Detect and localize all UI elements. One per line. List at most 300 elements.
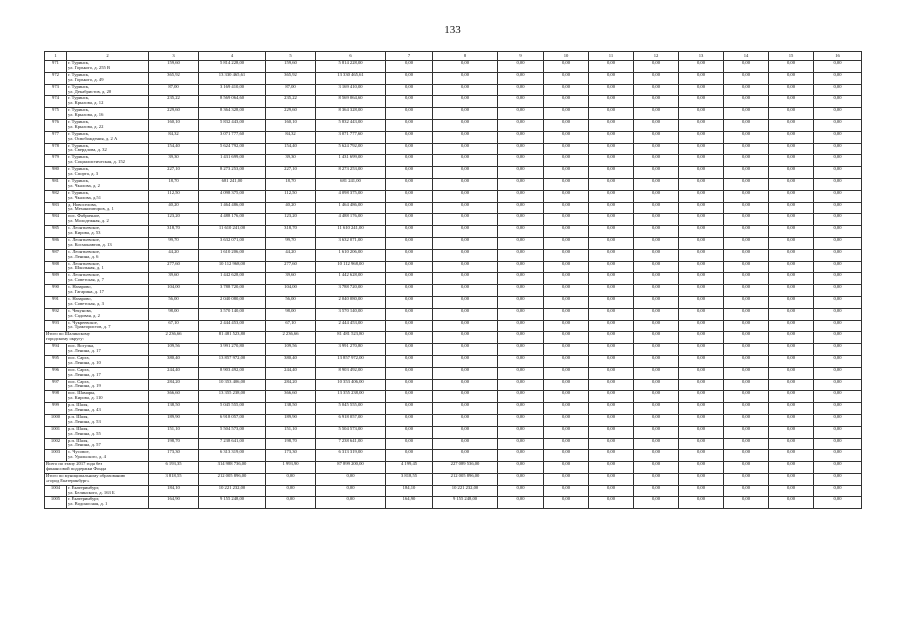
value-cell: 0,00 — [386, 355, 433, 367]
row-number: 999 — [45, 403, 67, 415]
value-cell: 0,00 — [266, 473, 316, 485]
value-cell: 681 241,00 — [316, 178, 386, 190]
value-cell: 0,00 — [498, 261, 544, 273]
value-cell: 0,00 — [814, 285, 862, 297]
value-cell: 0,00 — [634, 190, 679, 202]
value-cell: 0,00 — [634, 178, 679, 190]
total-row — [45, 462, 862, 474]
value-cell: 1 610 206,00 — [199, 249, 266, 261]
value-cell: 0,00 — [769, 226, 814, 238]
value-cell: 0,00 — [769, 84, 814, 96]
row-number: 971 — [45, 61, 67, 73]
value-cell: 0,00 — [433, 131, 498, 143]
total-label-line: финансовой поддержки Фонда — [46, 466, 107, 471]
value-cell: 6 918 057,00 — [199, 414, 266, 426]
value-cell: 138,50 — [149, 403, 199, 415]
address-cell — [67, 355, 149, 367]
value-cell: 0,00 — [498, 214, 544, 226]
value-cell: 365,92 — [266, 72, 316, 84]
value-cell: 0,00 — [589, 473, 634, 485]
value-cell: 0,00 — [724, 143, 769, 155]
value-cell: 5 832 443,00 — [316, 119, 386, 131]
value-cell: 84,32 — [149, 131, 199, 143]
value-cell: 0,00 — [679, 450, 724, 462]
value-cell: 0,00 — [634, 202, 679, 214]
value-cell: 0,00 — [814, 320, 862, 332]
value-cell: 0,00 — [679, 462, 724, 474]
value-cell: 0,00 — [544, 214, 589, 226]
table-row — [45, 72, 862, 84]
value-cell: 0,00 — [498, 178, 544, 190]
table-row — [45, 190, 862, 202]
value-cell: 8 569 064,60 — [199, 96, 266, 108]
value-cell: 0,00 — [814, 403, 862, 415]
address-cell — [67, 202, 149, 214]
value-cell: 0,00 — [814, 462, 862, 474]
value-cell: 189,90 — [149, 414, 199, 426]
value-cell: 7 238 641,00 — [316, 438, 386, 450]
value-cell: 0,00 — [634, 426, 679, 438]
total-row — [45, 332, 862, 344]
value-cell: 0,00 — [433, 273, 498, 285]
value-cell: 0,00 — [544, 131, 589, 143]
value-cell: 8 273 253,00 — [199, 167, 266, 179]
value-cell: 0,00 — [544, 462, 589, 474]
value-cell: 0,00 — [386, 84, 433, 96]
value-cell: 0,00 — [544, 391, 589, 403]
value-cell: 56,00 — [266, 296, 316, 308]
value-cell: 0,00 — [544, 167, 589, 179]
value-cell: 0,00 — [433, 119, 498, 131]
value-cell: 0,00 — [769, 414, 814, 426]
value-cell: 0,00 — [724, 391, 769, 403]
value-cell: 99,70 — [266, 237, 316, 249]
value-cell: 0,00 — [386, 367, 433, 379]
value-cell: 0,00 — [724, 202, 769, 214]
table-row — [45, 84, 862, 96]
value-cell: 13 857 972,00 — [199, 355, 266, 367]
value-cell: 198,70 — [149, 438, 199, 450]
value-cell: 0,00 — [679, 249, 724, 261]
value-cell: 0,00 — [814, 473, 862, 485]
value-cell: 2 236,66 — [266, 332, 316, 344]
value-cell: 0,00 — [814, 178, 862, 190]
value-cell: 0,00 — [634, 155, 679, 167]
value-cell: 0,00 — [498, 355, 544, 367]
value-cell: 67,10 — [266, 320, 316, 332]
value-cell: 6 193,35 — [149, 462, 199, 474]
value-cell: 0,00 — [433, 438, 498, 450]
value-cell: 0,00 — [814, 214, 862, 226]
row-number: 979 — [45, 155, 67, 167]
value-cell: 0,00 — [386, 214, 433, 226]
address-cell — [67, 84, 149, 96]
value-cell: 0,00 — [386, 261, 433, 273]
value-cell: 0,00 — [634, 332, 679, 344]
value-cell: 0,00 — [433, 403, 498, 415]
address-line: с. Леонтьевское, — [68, 261, 101, 266]
address-cell — [67, 155, 149, 167]
address-line: ул. Белинского, д. 163 Б — [68, 489, 115, 495]
address-line: ул. Молодежная, д. 2 — [68, 218, 109, 224]
value-cell: 40,20 — [266, 202, 316, 214]
table-row — [45, 379, 862, 391]
address-line: пос. Шамары, — [68, 390, 96, 396]
value-cell: 0,00 — [433, 261, 498, 273]
row-number: 977 — [45, 131, 67, 143]
table-row — [45, 296, 862, 308]
address-line: ул. Чкалова, д. 2 — [68, 182, 100, 188]
address-line: с. Леонтьевское, — [68, 225, 101, 231]
value-cell: 0,00 — [498, 96, 544, 108]
value-cell: 0,00 — [433, 249, 498, 261]
value-cell: 0,00 — [724, 178, 769, 190]
value-cell: 0,00 — [769, 261, 814, 273]
value-cell: 0,00 — [634, 438, 679, 450]
row-number: 987 — [45, 249, 67, 261]
value-cell: 227,10 — [149, 167, 199, 179]
value-cell: 5 832 443,00 — [199, 119, 266, 131]
value-cell: 0,00 — [634, 108, 679, 120]
value-cell: 0,00 — [634, 355, 679, 367]
value-cell: 0,00 — [544, 403, 589, 415]
row-number: 1001 — [45, 426, 67, 438]
value-cell: 0,00 — [498, 367, 544, 379]
value-cell: 0,00 — [498, 426, 544, 438]
address-cell — [67, 108, 149, 120]
address-cell — [67, 61, 149, 73]
value-cell: 1 464 486,00 — [316, 202, 386, 214]
address-line: с. Леонтьевское, — [68, 272, 101, 278]
value-cell: 0,00 — [679, 273, 724, 285]
value-cell: 5 504 573,00 — [316, 426, 386, 438]
address-line: г. Туринск, — [68, 178, 90, 183]
row-number: 991 — [45, 296, 67, 308]
value-cell: 0,00 — [724, 72, 769, 84]
value-cell: 3 071 777,60 — [316, 131, 386, 143]
value-cell: 151,10 — [149, 426, 199, 438]
value-cell: 0,00 — [679, 72, 724, 84]
value-cell: 0,00 — [724, 450, 769, 462]
value-cell: 0,00 — [634, 367, 679, 379]
value-cell: 0,00 — [814, 332, 862, 344]
row-number: 995 — [45, 355, 67, 367]
value-cell: 81 481 523,80 — [199, 332, 266, 344]
value-cell: 0,00 — [316, 473, 386, 485]
address-cell — [67, 367, 149, 379]
value-cell: 6 918 057,00 — [316, 414, 386, 426]
value-cell: 227 089 536,00 — [433, 462, 498, 474]
value-cell: 0,00 — [724, 214, 769, 226]
value-cell: 0,00 — [433, 426, 498, 438]
value-cell: 8 273 253,00 — [316, 167, 386, 179]
value-cell: 0,00 — [433, 237, 498, 249]
column-header: 9 — [498, 52, 544, 61]
value-cell: 10 112 968,00 — [316, 261, 386, 273]
value-cell: 0,00 — [724, 273, 769, 285]
row-number: 998 — [45, 391, 67, 403]
value-cell: 0,00 — [386, 285, 433, 297]
value-cell: 0,00 — [814, 497, 862, 509]
value-cell: 0,00 — [724, 190, 769, 202]
value-cell: 0,00 — [769, 167, 814, 179]
value-cell: 138,50 — [266, 403, 316, 415]
value-cell: 0,00 — [589, 108, 634, 120]
value-cell: 0,00 — [544, 414, 589, 426]
value-cell: 3 991 270,80 — [199, 344, 266, 356]
value-cell: 5 624 792,00 — [199, 143, 266, 155]
value-cell: 0,00 — [386, 237, 433, 249]
value-cell: 3 169 410,00 — [199, 84, 266, 96]
value-cell: 39,60 — [266, 273, 316, 285]
value-cell: 0,00 — [769, 273, 814, 285]
value-cell: 0,00 — [433, 96, 498, 108]
row-number: 992 — [45, 308, 67, 320]
value-cell: 0,00 — [386, 72, 433, 84]
value-cell: 0,00 — [589, 61, 634, 73]
value-cell: 109,56 — [266, 344, 316, 356]
row-number: 972 — [45, 72, 67, 84]
value-cell: 0,00 — [498, 190, 544, 202]
value-cell: 0,00 — [679, 414, 724, 426]
value-cell: 10 353 406,00 — [316, 379, 386, 391]
value-cell: 0,00 — [544, 426, 589, 438]
value-cell: 0,00 — [814, 308, 862, 320]
row-number: 983 — [45, 202, 67, 214]
value-cell: 5 814 228,00 — [316, 61, 386, 73]
address-line: ул. Ленина, д. 57 — [68, 442, 101, 448]
value-cell: 0,00 — [589, 273, 634, 285]
value-cell: 160,10 — [149, 119, 199, 131]
value-cell: 681 241,00 — [199, 178, 266, 190]
value-cell: 0,00 — [544, 473, 589, 485]
table-row — [45, 237, 862, 249]
value-cell: 0,00 — [814, 131, 862, 143]
value-cell: 0,00 — [724, 367, 769, 379]
value-cell: 0,00 — [316, 485, 386, 497]
value-cell: 0,00 — [679, 426, 724, 438]
address-cell — [67, 450, 149, 462]
value-cell: 0,00 — [589, 403, 634, 415]
value-cell: 2 040 080,00 — [199, 296, 266, 308]
value-cell: 0,00 — [589, 296, 634, 308]
value-cell: 0,00 — [386, 190, 433, 202]
value-cell: 0,00 — [544, 96, 589, 108]
address-line: ул. Декабристов, д. 20 — [68, 88, 112, 94]
value-cell: 0,00 — [386, 61, 433, 73]
table-row — [45, 344, 862, 356]
value-cell: 6 313 319,00 — [316, 450, 386, 462]
value-cell: 151,10 — [266, 426, 316, 438]
value-cell: 0,00 — [316, 497, 386, 509]
address-line: пос. Сарга, — [68, 355, 90, 360]
value-cell: 8 569 064,60 — [316, 96, 386, 108]
address-line: с. Чукреевское, — [68, 320, 98, 325]
value-cell: 8 364 328,00 — [316, 108, 386, 120]
value-cell: 0,00 — [814, 155, 862, 167]
value-cell: 0,00 — [814, 426, 862, 438]
address-cell — [67, 285, 149, 297]
value-cell: 0,00 — [814, 143, 862, 155]
value-cell: 212 005 896,00 — [433, 473, 498, 485]
value-cell: 0,00 — [724, 344, 769, 356]
value-cell: 0,00 — [769, 61, 814, 73]
value-cell: 0,00 — [498, 119, 544, 131]
value-cell: 5 504 573,00 — [199, 426, 266, 438]
value-cell: 318,70 — [149, 226, 199, 238]
value-cell: 0,00 — [386, 143, 433, 155]
value-cell: 0,00 — [724, 167, 769, 179]
value-cell: 0,00 — [544, 261, 589, 273]
address-cell — [67, 249, 149, 261]
table-row — [45, 391, 862, 403]
value-cell: 314 988 736,00 — [199, 462, 266, 474]
value-cell: 0,00 — [814, 344, 862, 356]
address-cell — [67, 414, 149, 426]
value-cell: 6 313 319,00 — [199, 450, 266, 462]
value-cell: 0,00 — [769, 202, 814, 214]
address-line: пос. Сарга, — [68, 367, 90, 372]
value-cell: 0,00 — [498, 379, 544, 391]
row-number: 997 — [45, 379, 67, 391]
value-cell: 1 610 206,00 — [316, 249, 386, 261]
value-cell: 0,00 — [814, 261, 862, 273]
value-cell: 0,00 — [433, 285, 498, 297]
value-cell: 123,20 — [149, 214, 199, 226]
value-cell: 18,70 — [149, 178, 199, 190]
address-line: д. Новоселова, — [68, 202, 97, 207]
table-row — [45, 485, 862, 497]
value-cell: 0,00 — [814, 96, 862, 108]
value-cell: 11 610 241,00 — [316, 226, 386, 238]
value-cell: 0,00 — [589, 426, 634, 438]
row-number: 990 — [45, 285, 67, 297]
value-cell: 3 788 720,00 — [316, 285, 386, 297]
value-cell: 0,00 — [433, 214, 498, 226]
value-cell: 0,00 — [386, 226, 433, 238]
value-cell: 0,00 — [679, 320, 724, 332]
column-header: 2 — [67, 52, 149, 61]
value-cell: 0,00 — [386, 450, 433, 462]
row-number: 1003 — [45, 450, 67, 462]
address-cell — [67, 131, 149, 143]
address-line: г. Туринск, — [68, 72, 90, 77]
value-cell: 0,00 — [634, 143, 679, 155]
value-cell: 227,10 — [266, 167, 316, 179]
address-cell — [67, 96, 149, 108]
value-cell: 0,00 — [544, 249, 589, 261]
value-cell: 0,00 — [433, 167, 498, 179]
value-cell: 0,00 — [769, 190, 814, 202]
address-cell — [67, 273, 149, 285]
address-cell — [67, 72, 149, 84]
value-cell: 2 040 080,00 — [316, 296, 386, 308]
value-cell: 0,00 — [724, 462, 769, 474]
total-label — [45, 332, 149, 344]
address-line: г. Туринск, — [68, 119, 90, 124]
value-cell: 13 330 465,61 — [316, 72, 386, 84]
address-line: ул. Уральского, д. 4 — [68, 454, 106, 460]
column-header: 16 — [814, 52, 862, 61]
value-cell: 0,00 — [769, 285, 814, 297]
column-header: 5 — [266, 52, 316, 61]
value-cell: 0,00 — [498, 108, 544, 120]
address-line: ул. Ленина, д. 6 — [68, 253, 99, 259]
value-cell: 0,00 — [634, 462, 679, 474]
column-header: 4 — [199, 52, 266, 61]
value-cell: 0,00 — [498, 285, 544, 297]
value-cell: 0,00 — [433, 344, 498, 356]
value-cell: 99,70 — [149, 237, 199, 249]
value-cell: 4 199,45 — [386, 462, 433, 474]
value-cell: 154,40 — [149, 143, 199, 155]
value-cell: 0,00 — [724, 308, 769, 320]
value-cell: 0,00 — [386, 438, 433, 450]
value-cell: 0,00 — [589, 367, 634, 379]
address-line: ул. Крылова, д. 22 — [68, 123, 104, 129]
value-cell: 0,00 — [634, 450, 679, 462]
row-number: 1000 — [45, 414, 67, 426]
column-header: 15 — [769, 52, 814, 61]
row-number: 974 — [45, 96, 67, 108]
value-cell: 0,00 — [589, 485, 634, 497]
value-cell: 0,00 — [544, 485, 589, 497]
value-cell: 0,00 — [498, 61, 544, 73]
address-line: ул. Ленина, д. 17 — [68, 348, 101, 354]
value-cell: 0,00 — [589, 462, 634, 474]
value-cell: 0,00 — [589, 190, 634, 202]
address-line: с. Назарово, — [68, 284, 92, 290]
row-number: 988 — [45, 261, 67, 273]
value-cell: 0,00 — [433, 450, 498, 462]
value-cell: 0,00 — [433, 143, 498, 155]
value-cell: 11 610 241,00 — [199, 226, 266, 238]
value-cell: 0,00 — [634, 473, 679, 485]
row-number: 994 — [45, 344, 67, 356]
value-cell: 0,00 — [498, 462, 544, 474]
value-cell: 212 005 896,00 — [199, 473, 266, 485]
value-cell: 0,00 — [769, 214, 814, 226]
value-cell: 0,00 — [814, 391, 862, 403]
column-header: 13 — [679, 52, 724, 61]
value-cell: 123,20 — [266, 214, 316, 226]
row-number: 981 — [45, 178, 67, 190]
value-cell: 4 488 176,00 — [199, 214, 266, 226]
value-cell: 0,00 — [544, 72, 589, 84]
address-cell — [67, 178, 149, 190]
value-cell: 104,00 — [149, 285, 199, 297]
value-cell: 0,00 — [814, 414, 862, 426]
value-cell: 0,00 — [724, 320, 769, 332]
value-cell: 0,00 — [498, 226, 544, 238]
value-cell: 0,00 — [634, 261, 679, 273]
value-cell: 0,00 — [769, 143, 814, 155]
row-number: 980 — [45, 167, 67, 179]
value-cell: 0,00 — [498, 155, 544, 167]
value-cell: 1 431 699,00 — [199, 155, 266, 167]
value-cell: 0,00 — [386, 426, 433, 438]
value-cell: 0,00 — [679, 108, 724, 120]
value-cell: 284,20 — [149, 379, 199, 391]
column-header: 12 — [634, 52, 679, 61]
value-cell: 0,00 — [724, 414, 769, 426]
value-cell: 0,00 — [814, 84, 862, 96]
value-cell: 3 632 071,00 — [199, 237, 266, 249]
address-line: ул. Кирова, д. 110 — [68, 395, 103, 401]
value-cell: 0,00 — [544, 367, 589, 379]
table-row — [45, 167, 862, 179]
value-cell: 1 464 486,00 — [199, 202, 266, 214]
